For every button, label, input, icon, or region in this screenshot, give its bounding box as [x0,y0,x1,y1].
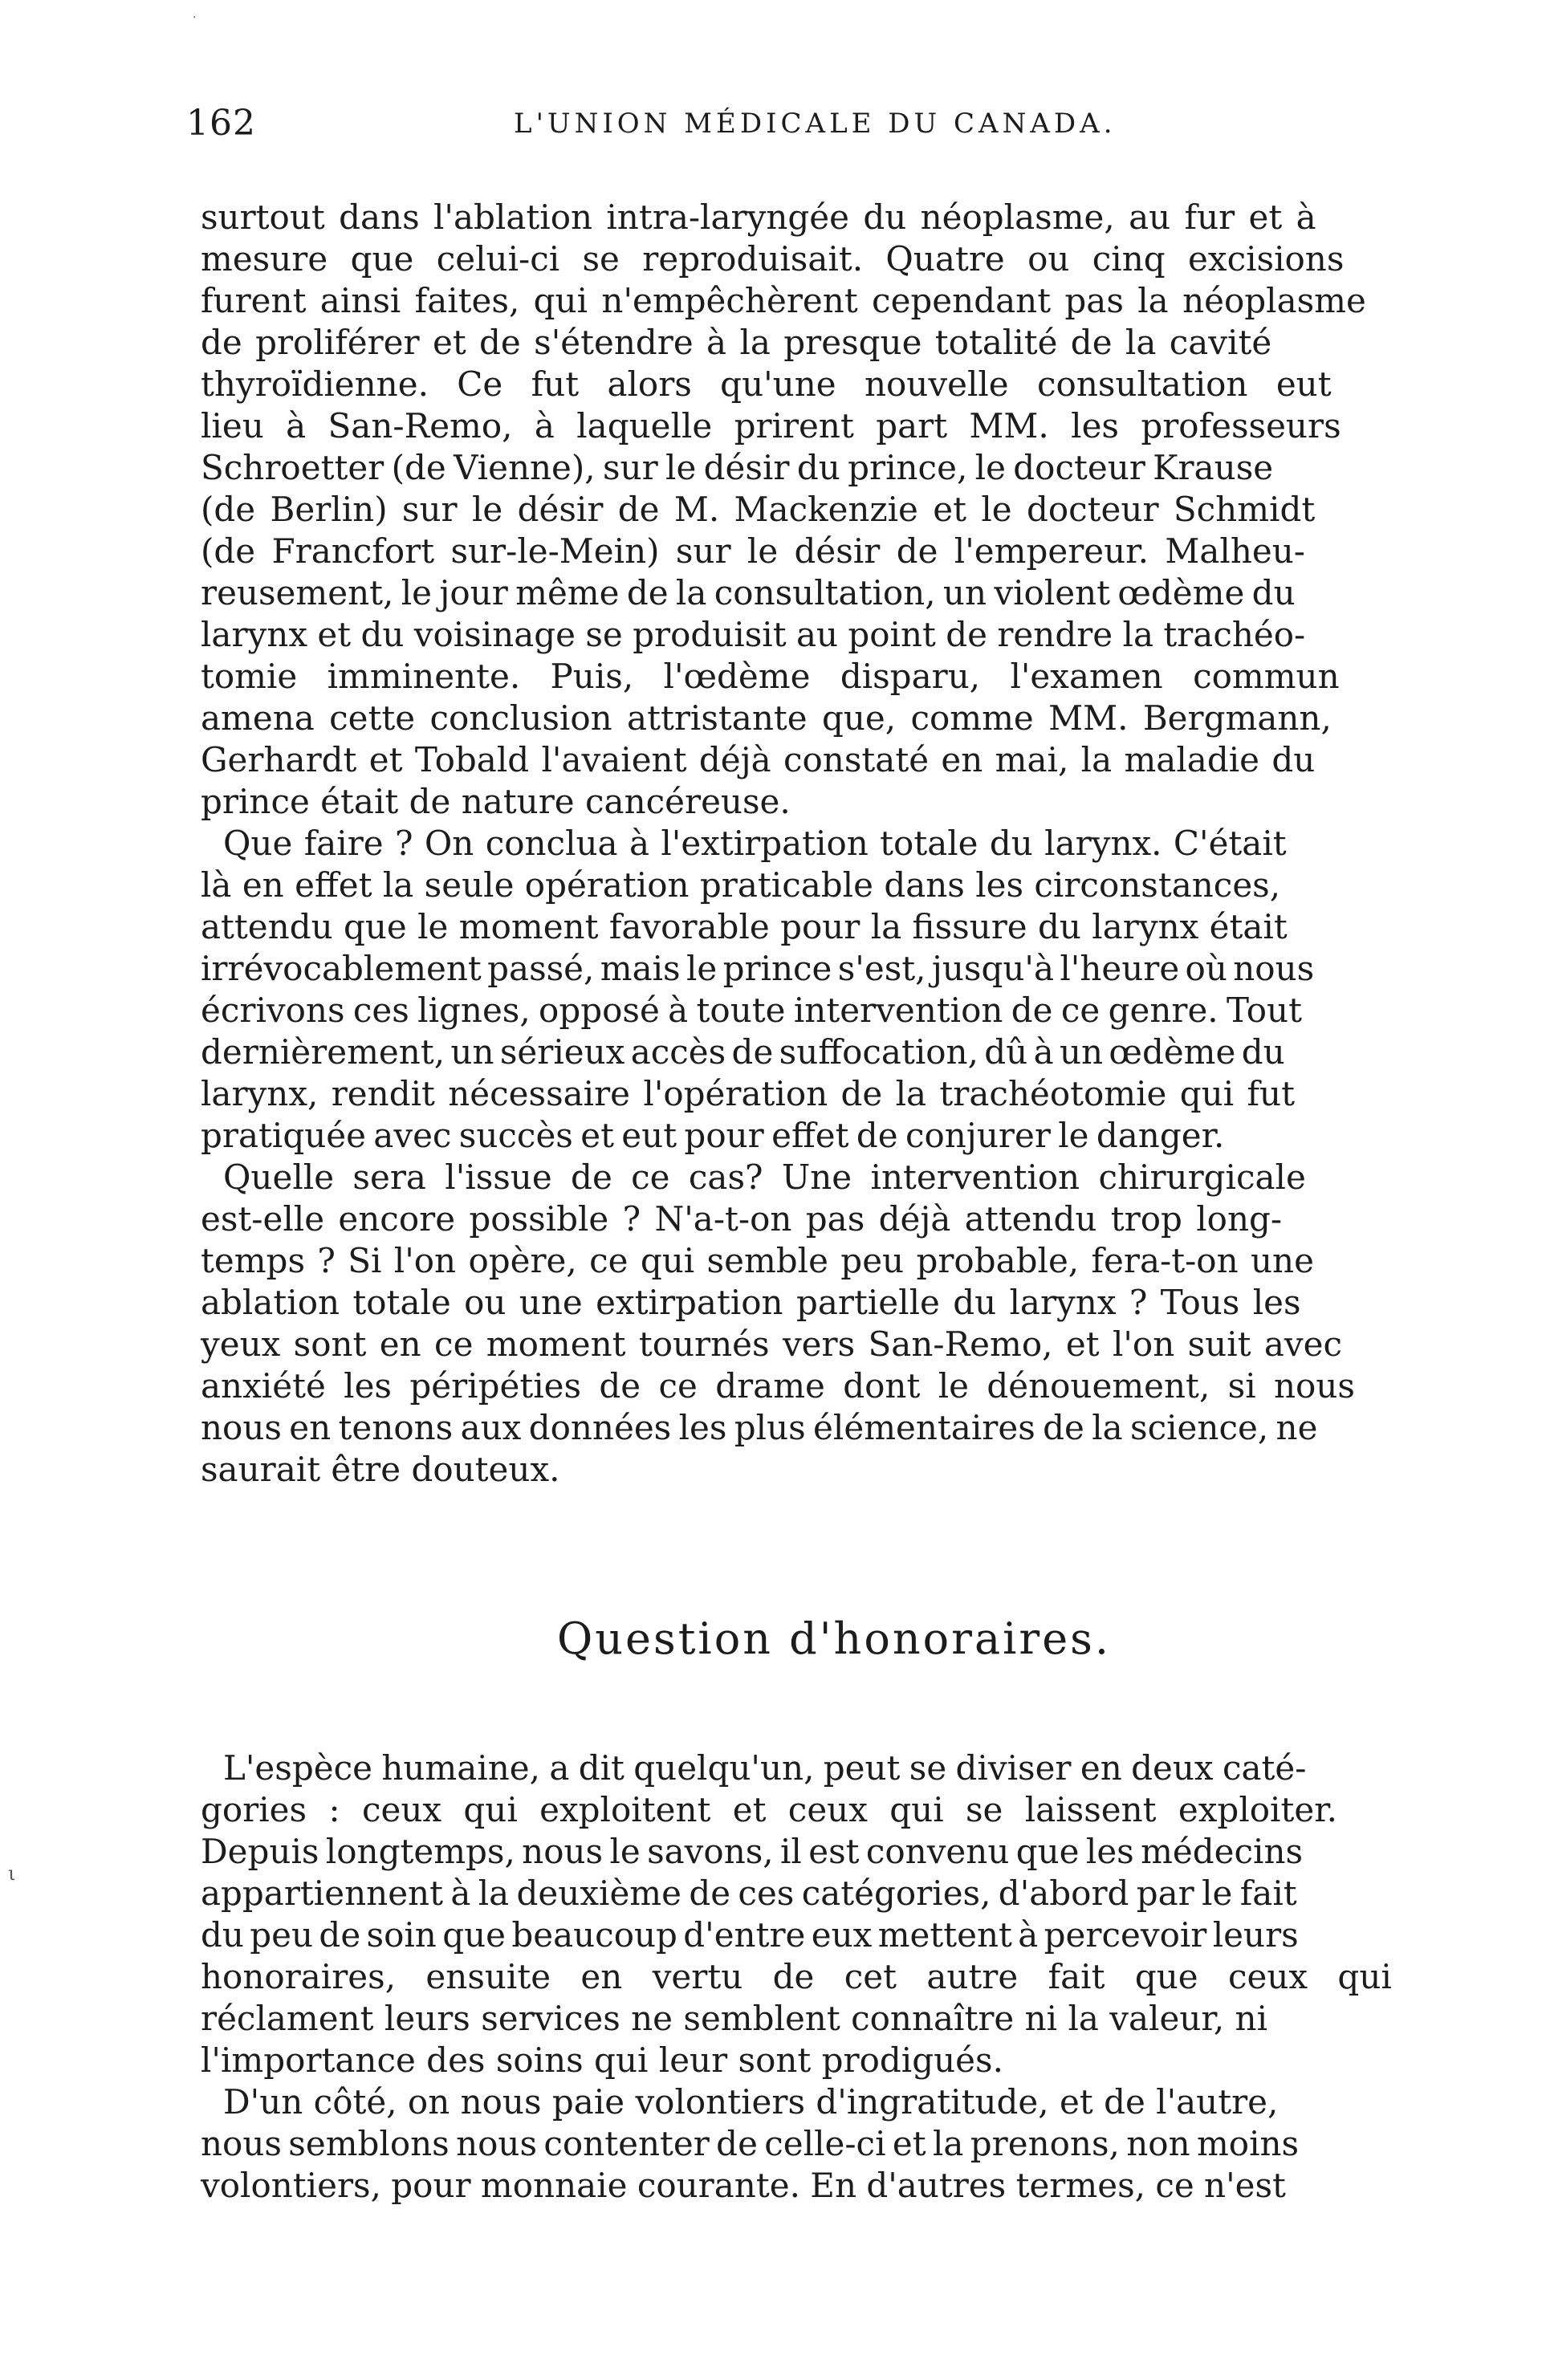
text-line: furent ainsi faites, qui n'empêchèrent cependant pas la néoplasme [201,281,1366,320]
text-line: D'un côté, on nous paie volontiers d'ingratitude, et de l'autre, [223,2082,1279,2122]
text-line: larynx, rendit nécessaire l'opération de la trachéotomie qui fut [201,1074,1295,1113]
text-line: mesure que celui-ci se reproduisait. Quatre ou cinq excisions [201,239,1345,279]
text-line: gories : ceux qui exploitent et ceux qui se laissent exploiter. [201,1790,1338,1829]
text-line: surtout dans l'ablation intra-laryngée du néoplasme, au fur et à [201,197,1316,237]
text-line: reusement, le jour même de la consultation, un violent œdème du [201,573,1296,612]
text-line: temps ? Si l'on opère, ce qui semble peu probable, fera-t-on une [201,1241,1314,1280]
text-line: Gerhardt et Tobald l'avaient déjà constaté en mai, la maladie du [201,740,1316,779]
text-line: écrivons ces lignes, opposé à toute intervention de ce genre. Tout [201,991,1302,1030]
text-line: de proliférer et de s'étendre à la presque totalité de la cavité [201,323,1272,362]
text-line: dernièrement, un sérieux accès de suffocation, dû à un œdème du [201,1032,1285,1072]
text-line: larynx et du voisinage se produisit au point de rendre la trachéo- [201,615,1306,654]
text-line: saurait être douteux. [201,1450,560,1489]
text-line: yeux sont en ce moment tournés vers San-Remo, et l'on suit avec [201,1324,1343,1364]
text-line: nous semblons nous contenter de celle-ci et la prenons, non moins [201,2124,1300,2163]
text-line: attendu que le moment favorable pour la fissure du larynx était [201,907,1288,946]
text-line: du peu de soin que beaucoup d'entre eux mettent à percevoir leurs [201,1915,1299,1955]
text-line: Depuis longtemps, nous le savons, il est convenu que les médecins [201,1832,1304,1871]
text-line: irrévocablement passé, mais le prince s'est, jusqu'à l'heure où nous [201,949,1315,988]
text-line: (de Francfort sur-le-Mein) sur le désir de l'empereur. Malheu- [201,531,1305,571]
text-line: amena cette conclusion attristante que, comme MM. Bergmann, [201,698,1332,738]
text-line: est-elle encore possible ? N'a-t-on pas déjà attendu trop long- [201,1199,1283,1239]
margin-speck: ι [8,1862,16,1885]
text-line: thyroïdienne. Ce fut alors qu'une nouvelle consultation eut [201,364,1332,404]
text-line: L'espèce humaine, a dit quelqu'un, peut se diviser en deux caté- [223,1748,1307,1788]
text-line: réclament leurs services ne semblent connaître ni la valeur, ni [201,1999,1268,2038]
section-heading: Question d'honoraires. [557,1613,1112,1664]
text-line: lieu à San-Remo, à laquelle prirent part MM. les professeurs [201,406,1341,445]
text-line: honoraires, ensuite en vertu de cet autre fait que ceux qui [201,1957,1392,1996]
text-line: Schroetter (de Vienne), sur le désir du prince, le docteur Krause [201,448,1274,487]
text-line: là en effet la seule opération praticable dans les circonstances, [201,865,1281,905]
text-line: l'importance des soins qui leur sont prodigués. [201,2040,1003,2080]
running-head: L'UNION MÉDICALE DU CANADA. [514,108,1117,140]
text-line: nous en tenons aux données les plus élémentaires de la science, ne [201,1408,1318,1447]
text-line: ablation totale ou une extirpation partielle du larynx ? Tous les [201,1283,1301,1322]
text-line: volontiers, pour monnaie courante. En d'autres termes, ce n'est [201,2166,1286,2205]
text-line: (de Berlin) sur le désir de M. Mackenzie et le docteur Schmidt [201,490,1316,529]
page-number: 162 [186,103,256,144]
text-line: anxiété les péripéties de ce drame dont le dénouement, si nous [201,1366,1355,1406]
text-line: Quelle sera l'issue de ce cas? Une intervention chirurgicale [223,1157,1306,1197]
text-line: tomie imminente. Puis, l'œdème disparu, l'examen commun [201,657,1340,696]
text-line: pratiquée avec succès et eut pour effet de conjurer le danger. [201,1116,1225,1155]
text-line: Que faire ? On conclua à l'extirpation totale du larynx. C'était [223,824,1287,863]
margin-speck: · [193,11,197,24]
text-line: prince était de nature cancéreuse. [201,782,791,821]
page-header [186,103,1149,151]
text-line: appartiennent à la deuxième de ces catégories, d'abord par le fait [201,1873,1297,1913]
